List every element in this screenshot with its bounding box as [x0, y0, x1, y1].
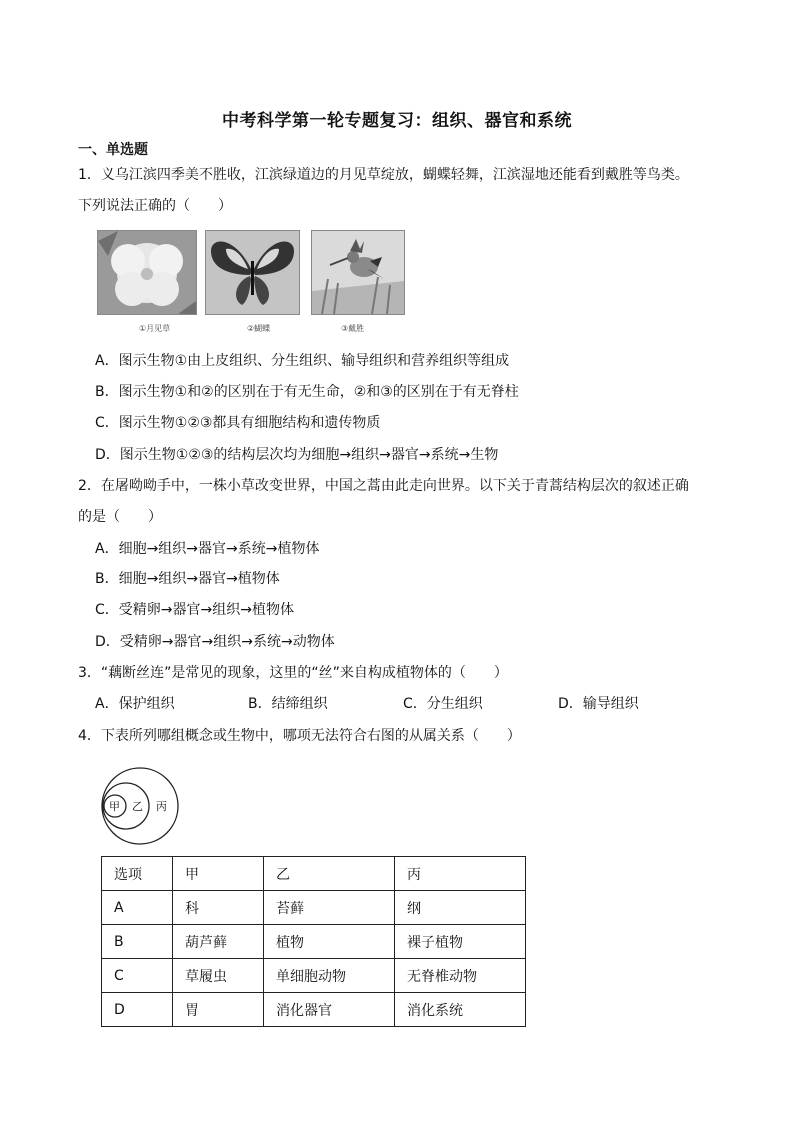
q1-text-line2: 下列说法正确的（ ） — [78, 198, 232, 214]
table-cell: 甲 — [173, 857, 264, 891]
table-row — [102, 857, 526, 891]
table-cell: 植物 — [264, 925, 395, 959]
table-cell: 选项 — [102, 857, 173, 891]
table-cell: 消化系统 — [395, 993, 526, 1027]
q1-text-line1: 1．义乌江滨四季美不胜收，江滨绿道边的月见草绽放，蝴蝶轻舞，江滨湿地还能看到戴胜等鸟类。 — [78, 167, 689, 183]
table-cell: 纲 — [395, 891, 526, 925]
table-cell: D — [102, 993, 173, 1027]
q1-option-d: D．图示生物①②③的结构层次均为细胞→组织→器官→系统→生物 — [95, 447, 499, 463]
table-cell: B — [102, 925, 173, 959]
q2-text-line2: 的是（ ） — [78, 509, 162, 525]
q3-text: 3．“藕断丝连”是常见的现象，这里的“丝”来自构成植物体的（ ） — [78, 665, 508, 681]
q1-option-a: A．图示生物①由上皮组织、分生组织、输导组织和营养组织等组成 — [95, 353, 510, 369]
primrose-photo — [97, 230, 197, 315]
q2-option-b: B．细胞→组织→器官→植物体 — [95, 571, 280, 587]
table-cell: C — [102, 959, 173, 993]
venn-diagram — [101, 766, 185, 846]
caption-primrose: ①月见草 — [139, 324, 171, 333]
table-cell: 草履虫 — [173, 959, 264, 993]
table-cell: 裸子植物 — [395, 925, 526, 959]
table-cell: 胃 — [173, 993, 264, 1027]
venn-label-bing: 丙 — [156, 800, 167, 813]
q2-option-c: C．受精卵→器官→组织→植物体 — [95, 602, 294, 618]
hoopoe-photo — [311, 230, 405, 315]
table-cell: A — [102, 891, 173, 925]
q1-option-c: C．图示生物①②③都具有细胞结构和遗传物质 — [95, 415, 381, 431]
q4-table — [101, 856, 526, 1027]
table-cell: 消化器官 — [264, 993, 395, 1027]
section-heading: 一、单选题 — [78, 142, 148, 158]
table-cell: 丙 — [395, 857, 526, 891]
q3-option-d: D．输导组织 — [558, 696, 639, 712]
caption-hoopoe: ③戴胜 — [341, 324, 365, 333]
q2-text-line1: 2．在屠呦呦手中，一株小草改变世界，中国之蒿由此走向世界。以下关于青蒿结构层次的叙述正确 — [78, 478, 689, 494]
table-cell: 乙 — [264, 857, 395, 891]
q3-option-a: A．保护组织 — [95, 696, 175, 712]
caption-butterfly: ②蝴蝶 — [247, 324, 271, 333]
table-row — [102, 891, 526, 925]
venn-label-yi: 乙 — [132, 800, 143, 813]
q1-option-b: B．图示生物①和②的区别在于有无生命，②和③的区别在于有无脊柱 — [95, 384, 519, 400]
butterfly-photo — [205, 230, 300, 315]
table-row — [102, 959, 526, 993]
table-cell: 苔藓 — [264, 891, 395, 925]
page-title: 中考科学第一轮专题复习：组织、器官和系统 — [222, 111, 572, 131]
table-row — [102, 993, 526, 1027]
table-cell: 科 — [173, 891, 264, 925]
q4-text: 4．下表所列哪组概念或生物中，哪项无法符合右图的从属关系（ ） — [78, 728, 521, 744]
q2-option-d: D．受精卵→器官→组织→系统→动物体 — [95, 634, 335, 650]
q3-option-b: B．结缔组织 — [248, 696, 328, 712]
venn-label-jia: 甲 — [109, 800, 120, 813]
table-cell: 无脊椎动物 — [395, 959, 526, 993]
table-cell: 单细胞动物 — [264, 959, 395, 993]
table-row — [102, 925, 526, 959]
q3-option-c: C．分生组织 — [403, 696, 483, 712]
table-cell: 葫芦藓 — [173, 925, 264, 959]
q2-option-a: A．细胞→组织→器官→系统→植物体 — [95, 541, 320, 557]
